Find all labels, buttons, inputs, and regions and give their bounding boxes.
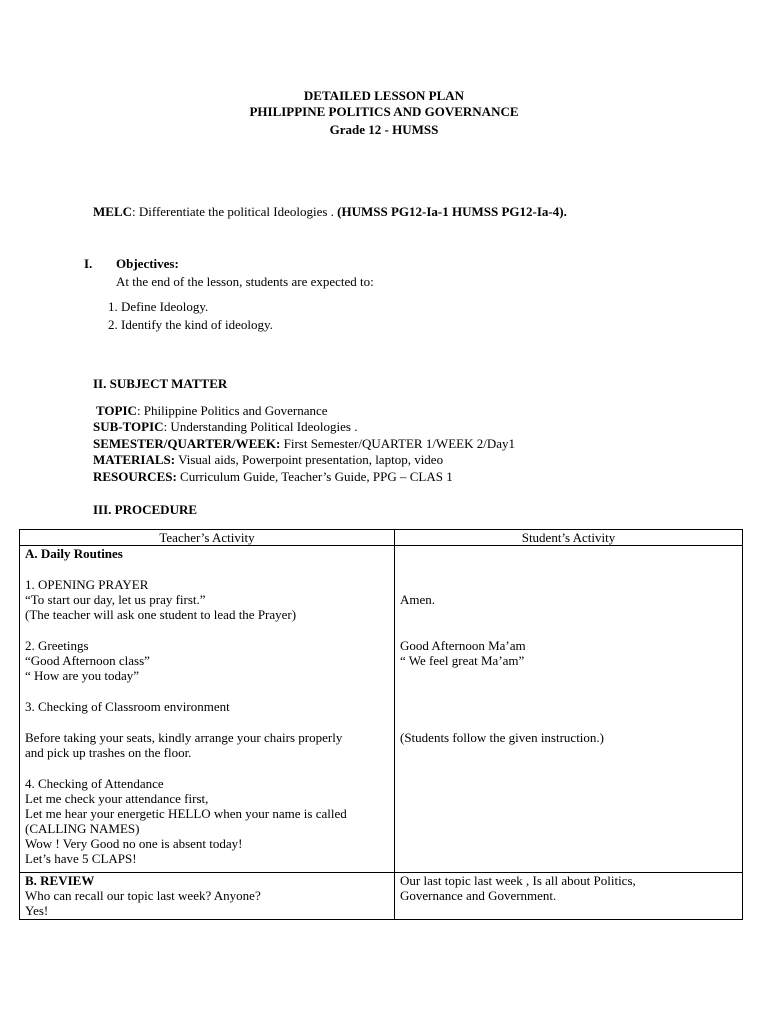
attendance-line-5: Let’s have 5 CLAPS! [25, 851, 137, 866]
prayer-line-1: “To start our day, let us pray first.” [25, 592, 206, 607]
attendance-line-3: (CALLING NAMES) [25, 821, 140, 836]
doc-subject: PHILIPPINE POLITICS AND GOVERNANCE [249, 104, 519, 119]
materials-label: MATERIALS: [93, 452, 176, 467]
procedure-heading: III. PROCEDURE [93, 502, 198, 517]
daily-teacher-cell [20, 546, 395, 873]
objectives-numeral: I. [84, 256, 93, 271]
classroom-check-line-1: Before taking your seats, kindly arrange your chairs properly [25, 730, 343, 745]
review-teacher-line-2: Yes! [25, 903, 49, 918]
prayer-title: 1. OPENING PRAYER [25, 577, 149, 592]
resources-line [93, 469, 453, 484]
classroom-check-line-2: and pick up trashes on the floor. [25, 745, 192, 760]
procedure-table [19, 529, 743, 920]
review-heading: B. REVIEW [25, 873, 95, 888]
subtopic-line [93, 419, 357, 434]
resources-value: Curriculum Guide, Teacher’s Guide, PPG – CLAS 1 [176, 469, 453, 484]
topic-line [96, 403, 328, 418]
greetings-title: 2. Greetings [25, 638, 89, 653]
attendance-title: 4. Checking of Attendance [25, 776, 164, 791]
subtopic-label: SUB-TOPIC [93, 419, 164, 434]
materials-value: Visual aids, Powerpoint presentation, laptop, video [175, 452, 444, 467]
table-row-daily-routines [20, 546, 743, 873]
student-classroom-response: (Students follow the given instruction.) [400, 730, 605, 745]
col-student-header: Student’s Activity [395, 530, 743, 546]
objective-item-1: 1. Define Ideology. [108, 299, 209, 314]
doc-grade: Grade 12 - HUMSS [329, 122, 439, 137]
melc-label: MELC [93, 204, 132, 219]
table-header-row [20, 530, 743, 546]
subject-matter-heading: II. SUBJECT MATTER [93, 376, 228, 391]
greetings-line-1: “Good Afternoon class” [25, 653, 150, 668]
semester-value: First Semester/QUARTER 1/WEEK 2/Day1 [280, 436, 515, 451]
objectives-heading: Objectives: [116, 256, 179, 271]
topic-value: : Philippine Politics and Governance [136, 403, 328, 418]
review-student-cell [395, 873, 743, 920]
daily-student-cell [395, 546, 743, 873]
topic-label: TOPIC [96, 403, 137, 418]
col-teacher-header: Teacher’s Activity [20, 530, 395, 546]
student-greeting-2: “ We feel great Ma’am” [400, 653, 525, 668]
student-prayer-response: Amen. [400, 592, 436, 607]
table-row-review [20, 873, 743, 920]
semester-label: SEMESTER/QUARTER/WEEK: [93, 436, 281, 451]
review-teacher-line-1: Who can recall our topic last week? Anyone? [25, 888, 261, 903]
prayer-line-2: (The teacher will ask one student to lead the Prayer) [25, 607, 297, 622]
daily-heading: A. Daily Routines [25, 546, 123, 561]
subtopic-value: : Understanding Political Ideologies . [163, 419, 358, 434]
classroom-check-title: 3. Checking of Classroom environment [25, 699, 230, 714]
attendance-line-4: Wow ! Very Good no one is absent today! [25, 836, 243, 851]
review-student-line-2: Governance and Government. [400, 888, 557, 903]
melc-text: : Differentiate the political Ideologies . [132, 204, 338, 219]
attendance-line-1: Let me check your attendance first, [25, 791, 209, 806]
attendance-line-2: Let me hear your energetic HELLO when your name is called [25, 806, 347, 821]
greetings-line-2: “ How are you today” [25, 668, 140, 683]
resources-label: RESOURCES: [93, 469, 177, 484]
objectives-intro: At the end of the lesson, students are expected to: [116, 274, 374, 289]
objective-item-2: 2. Identify the kind of ideology. [108, 317, 273, 332]
review-teacher-cell [20, 873, 395, 920]
melc-codes: (HUMSS PG12-Ia-1 HUMSS PG12-Ia-4). [337, 204, 567, 219]
melc-line [93, 204, 567, 219]
semester-line [93, 436, 515, 451]
doc-title: DETAILED LESSON PLAN [303, 88, 465, 103]
review-student-line-1: Our last topic last week , Is all about Politics, [400, 873, 636, 888]
materials-line [93, 452, 443, 467]
student-greeting-1: Good Afternoon Ma’am [400, 638, 526, 653]
